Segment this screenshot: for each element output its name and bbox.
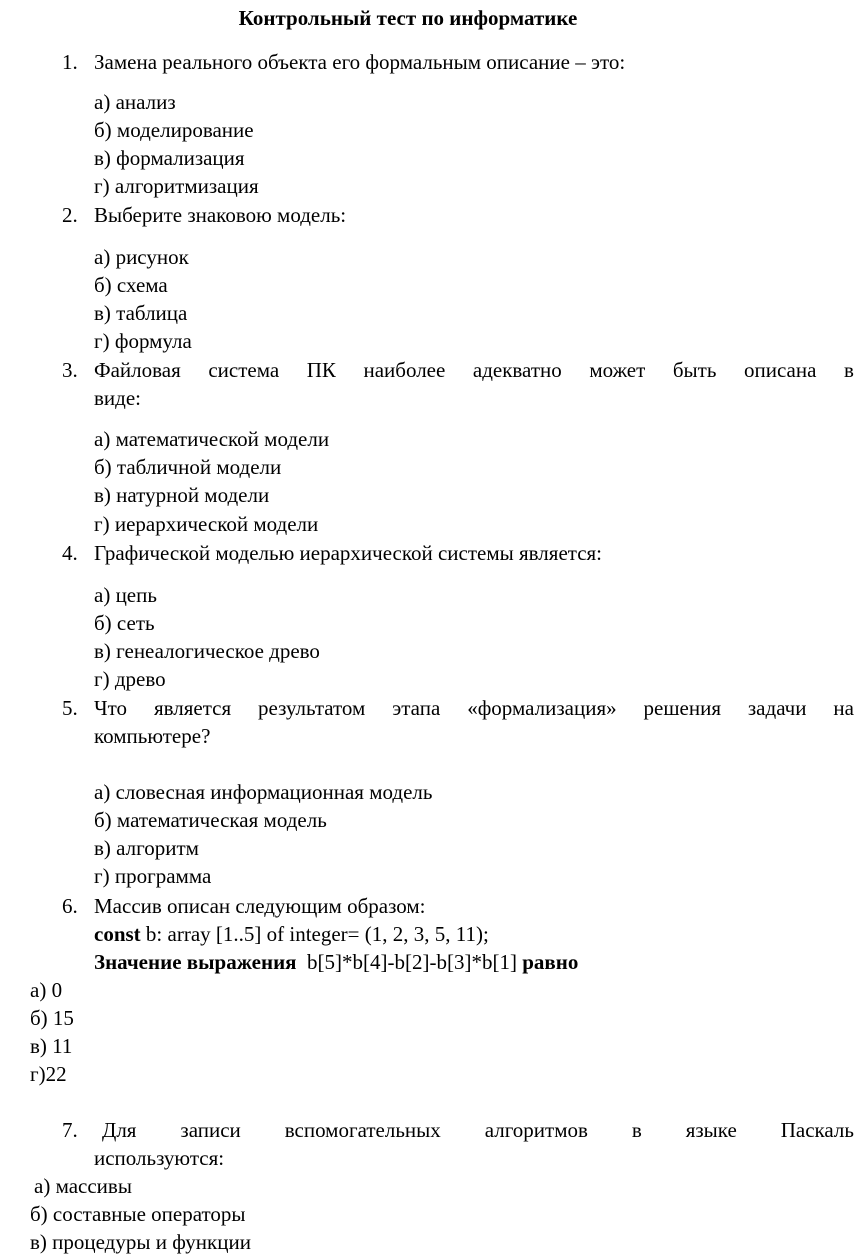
question-text-continued: виде: [94, 386, 141, 410]
question-4 [62, 539, 822, 567]
question-text-continued: используются: [94, 1146, 225, 1170]
question-number: 3. [62, 358, 78, 382]
question-7-number [62, 1116, 102, 1144]
question-3-text [94, 356, 854, 384]
question-5-text [94, 694, 854, 722]
option: а) цепь [94, 583, 157, 607]
option: г) древо [94, 667, 166, 691]
word: этапа [392, 696, 441, 720]
word: является [153, 696, 232, 720]
word: алгоритмов [484, 1118, 588, 1142]
question-3-number [62, 356, 94, 384]
word: в [844, 358, 854, 382]
option: г) формула [94, 329, 192, 353]
question-text: Графической моделью иерархической системы является: [94, 541, 603, 565]
word: задачи [747, 696, 807, 720]
word: ПК [306, 358, 336, 382]
code-line [94, 920, 489, 948]
option: а) рисунок [94, 245, 189, 269]
word: быть [672, 358, 717, 382]
word: «формализация» [467, 696, 617, 720]
word: описана [744, 358, 817, 382]
option: б) составные операторы [30, 1202, 246, 1226]
expression-line [94, 948, 578, 976]
document-title: Контрольный тест по информатике [238, 6, 578, 30]
question-number: 2. [62, 203, 78, 227]
expression-end: равно [522, 950, 579, 974]
word: наиболее [363, 358, 446, 382]
code-text: b: array [1..5] of integer= (1, 2, 3, 5, 11); [140, 922, 489, 946]
question-text: Выберите знаковою модель: [94, 203, 347, 227]
option: в) алгоритм [94, 836, 199, 860]
word: может [589, 358, 646, 382]
word: Для [102, 1118, 137, 1142]
option: б) 15 [30, 1006, 74, 1030]
word: на [833, 696, 854, 720]
option: г) алгоритмизация [94, 174, 259, 198]
word: решения [643, 696, 721, 720]
option: а) математической модели [94, 427, 330, 451]
option: в) натурной модели [94, 483, 270, 507]
option: а) анализ [94, 90, 176, 114]
option: в) генеалогическое древо [94, 639, 320, 663]
word: языке [685, 1118, 737, 1142]
code-keyword: const [94, 922, 141, 946]
word: система [208, 358, 280, 382]
option: г) программа [94, 864, 212, 888]
question-text-continued: компьютере? [94, 724, 211, 748]
word: адекватно [472, 358, 562, 382]
question-number: 4. [62, 541, 78, 565]
question-5-number [62, 694, 94, 722]
word: Что [94, 696, 128, 720]
question-number: 6. [62, 894, 78, 918]
option: а) 0 [30, 978, 63, 1002]
question-number: 1. [62, 50, 78, 74]
expression-label: Значение выражения [94, 950, 297, 974]
question-number: 7. [62, 1118, 78, 1142]
expression: b[5]*b[4]-b[2]-b[3]*b[1] [296, 950, 523, 974]
word: записи [180, 1118, 241, 1142]
word: результатом [258, 696, 366, 720]
option: в) формализация [94, 146, 245, 170]
option: в) 11 [30, 1034, 73, 1058]
option: б) табличной модели [94, 455, 282, 479]
question-7-text [102, 1116, 854, 1144]
question-6 [62, 892, 822, 920]
word: Паскаль [780, 1118, 854, 1142]
option: б) сеть [94, 611, 155, 635]
option: г) иерархической модели [94, 512, 319, 536]
question-text: Массив описан следующим образом: [94, 894, 426, 918]
option: а) словесная информационная модель [94, 780, 433, 804]
word: вспомогательных [284, 1118, 441, 1142]
option: а) массивы [34, 1174, 132, 1198]
word: Файловая [94, 358, 181, 382]
option: б) математическая модель [94, 808, 327, 832]
word: в [631, 1118, 642, 1142]
option: б) схема [94, 273, 168, 297]
option: г)22 [30, 1062, 67, 1086]
question-text: Замена реального объекта его формальным описание – это: [94, 50, 626, 74]
option: в) процедуры и функции [30, 1230, 251, 1254]
question-2 [62, 201, 822, 229]
option: в) таблица [94, 301, 188, 325]
option: б) моделирование [94, 118, 254, 142]
question-1 [62, 48, 822, 76]
question-number: 5. [62, 696, 78, 720]
